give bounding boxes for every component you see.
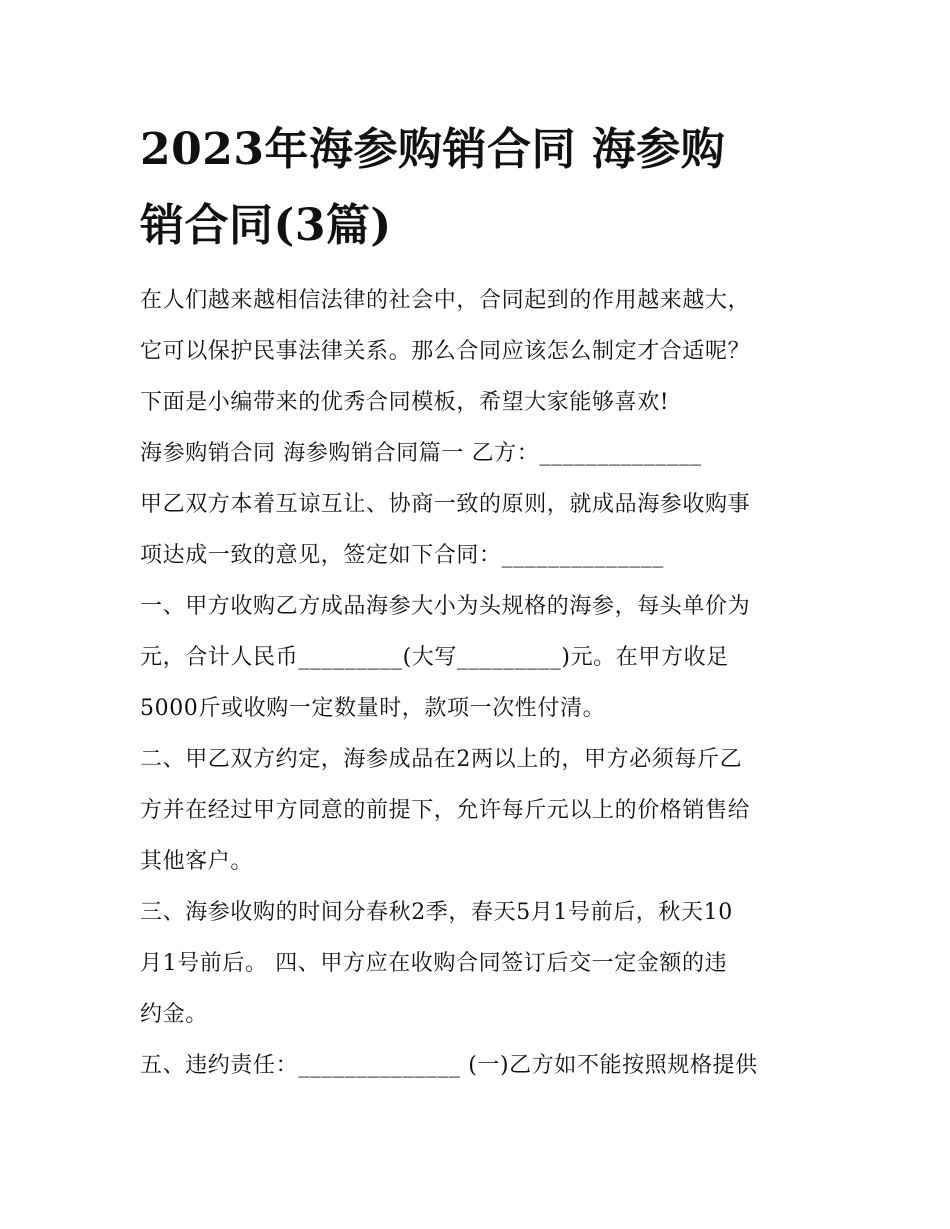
body-line: 月1号前后。 四、甲方应在收购合同签订后交一定金额的违: [140, 951, 728, 976]
title-line: 销合同(3篇): [140, 200, 392, 251]
body-line: 海参购销合同 海参购销合同篇一 乙方：______________: [140, 441, 702, 466]
body-line: 甲乙双方本着互谅互让、协商一致的原则，就成品海参收购事: [140, 492, 751, 517]
body-line: 在人们越来越相信法律的社会中，合同起到的作用越来越大，: [140, 288, 751, 313]
document-page: [140, 112, 820, 1091]
body-line: 二、甲乙双方约定，海参成品在2两以上的，甲方必须每斤乙: [140, 747, 743, 772]
body-line: 5000斤或收购一定数量时，款项一次性付清。: [140, 696, 606, 721]
body-line: 下面是小编带来的优秀合同模板，希望大家能够喜欢!: [140, 390, 670, 415]
document-title: [140, 112, 820, 264]
body-line: 其他客户。: [140, 849, 254, 874]
title-line: 2023年海参购销合同 海参购: [140, 124, 726, 175]
body-line: 它可以保护民事法律关系。那么合同应该怎么制定才合适呢？: [140, 339, 751, 364]
body-line: 三、海参收购的时间分春秋2季，春天5月1号前后，秋天10: [140, 900, 733, 925]
body-line: 约金。: [140, 1002, 208, 1027]
body-line: 五、违约责任：______________ (一)乙方如不能按照规格提供: [140, 1053, 758, 1078]
body-line: 方并在经过甲方同意的前提下，允许每斤元以上的价格销售给: [140, 798, 751, 823]
body-line: 项达成一致的意见，签定如下合同：______________: [140, 543, 665, 568]
document-body: [140, 275, 820, 1091]
body-line: 一、甲方收购乙方成品海参大小为头规格的海参，每头单价为: [140, 594, 751, 619]
body-line: 元，合计人民币_________(大写_________)元。在甲方收足: [140, 645, 729, 670]
